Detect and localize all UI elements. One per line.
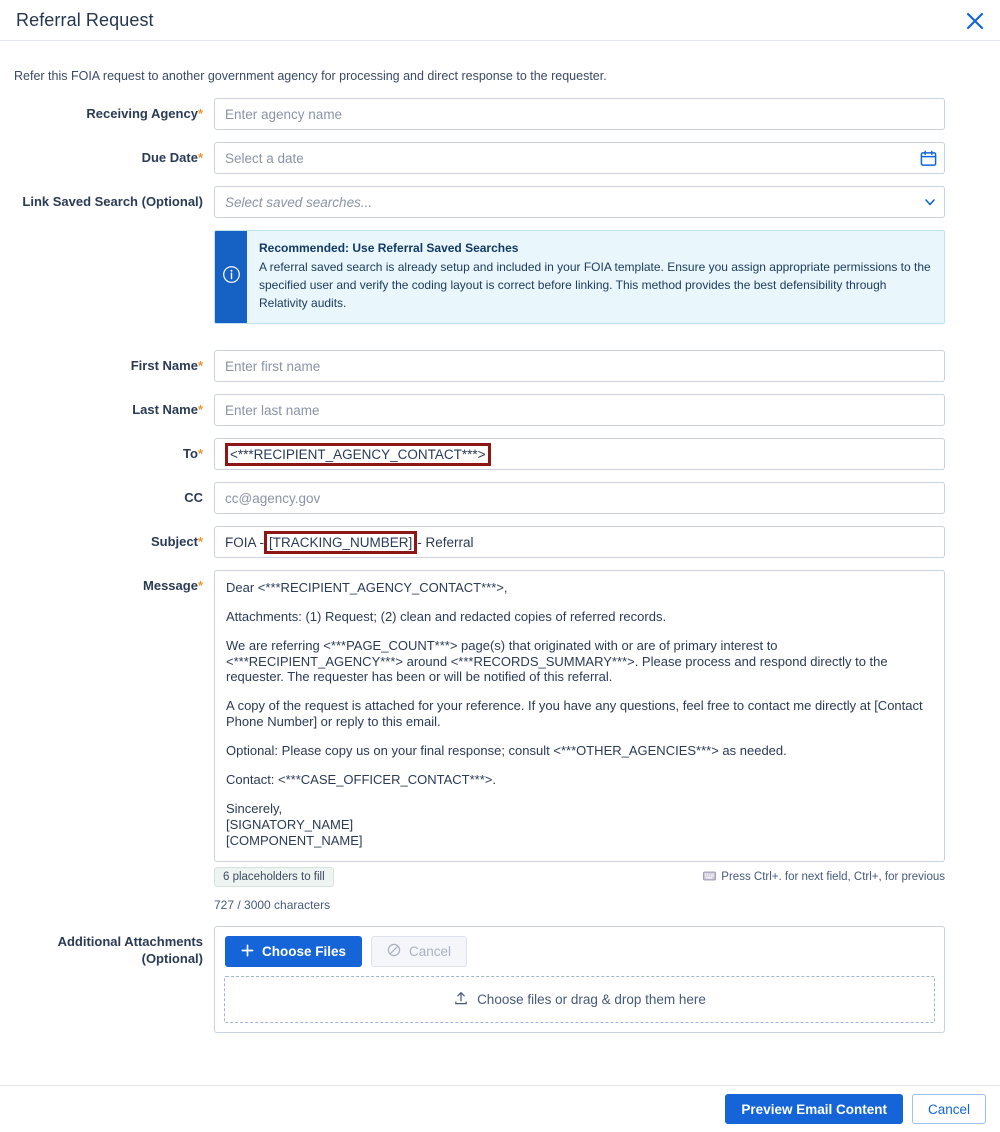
required-marker: *	[197, 150, 203, 165]
chevron-down-icon[interactable]	[923, 186, 937, 218]
field-row-due-date	[14, 142, 945, 174]
dialog-footer	[0, 1085, 1000, 1132]
to-label: To*	[183, 446, 203, 461]
message-meta-row	[214, 867, 945, 887]
subject-input[interactable]	[214, 526, 945, 558]
dropzone-label: Choose files or drag & drop them here	[477, 992, 706, 1007]
message-paragraph: Dear <***RECIPIENT_AGENCY_CONTACT***>,	[226, 580, 508, 595]
message-label: Message*	[143, 578, 203, 593]
first-name-label: First Name*	[130, 358, 203, 373]
message-signature	[226, 801, 933, 850]
ban-icon	[387, 943, 401, 960]
required-marker: *	[197, 358, 203, 373]
message-textarea[interactable]	[214, 570, 945, 862]
choose-files-label: Choose Files	[262, 944, 347, 959]
close-button[interactable]	[960, 6, 990, 36]
preview-email-content-button[interactable]: Preview Email Content	[725, 1094, 903, 1124]
dialog-header	[0, 0, 1000, 41]
intro-text: Refer this FOIA request to another government agency for processing and direct response to the requester.	[14, 69, 607, 83]
saved-search-label: Link Saved Search (Optional)	[22, 194, 203, 209]
keyboard-hint-text: Press Ctrl+. for next field, Ctrl+, for previous	[721, 871, 945, 883]
required-marker: *	[197, 446, 203, 461]
attachments-label-line1: Additional Attachments	[57, 934, 203, 949]
dialog-body	[0, 41, 1000, 1085]
cc-label: CC	[184, 490, 203, 505]
message-paragraph: We are referring <***PAGE_COUNT***> page(s) that originated with or are of primary interest to <***RECIPIENT_AGENCY***> around <***RECORDS_SUMMARY***>. Please process and respond directly to the requester. The requester has been or will be notified of this referral.	[226, 637, 888, 685]
field-row-last-name	[14, 394, 945, 426]
subject-label: Subject*	[150, 534, 203, 549]
field-row-message	[14, 570, 945, 912]
signature-line: [COMPONENT_NAME]	[226, 833, 363, 849]
message-paragraph: A copy of the request is attached for your reference. If you have any questions, feel free to contact me directly at [Contact Phone Number] or reply to this email.	[226, 698, 923, 730]
attachments-label-line2: (Optional)	[141, 951, 203, 966]
required-marker: *	[197, 106, 203, 121]
calendar-icon[interactable]	[920, 142, 937, 174]
attachments-box	[214, 926, 945, 1033]
referral-form	[0, 84, 1000, 1033]
required-marker: *	[197, 402, 203, 417]
required-marker: *	[197, 534, 203, 549]
field-row-saved-search	[14, 186, 945, 218]
field-row-to	[14, 438, 945, 470]
keyboard-icon	[703, 871, 716, 884]
character-count: 727 / 3000 characters	[214, 898, 331, 912]
receiving-agency-label: Receiving Agency*	[86, 106, 203, 121]
due-date-label: Due Date*	[141, 150, 203, 165]
field-row-receiving-agency	[14, 98, 945, 130]
choose-files-button[interactable]	[225, 936, 362, 967]
placeholder-token-tracking-number[interactable]: [TRACKING_NUMBER]	[264, 531, 417, 554]
placeholder-token-recipient-agency-contact[interactable]: <***RECIPIENT_AGENCY_CONTACT***>	[225, 443, 491, 466]
cancel-button[interactable]: Cancel	[912, 1094, 986, 1124]
first-name-input[interactable]: Enter first name	[214, 350, 945, 382]
field-row-first-name	[14, 350, 945, 382]
message-paragraph: Optional: Please copy us on your final response; consult <***OTHER_AGENCIES***> as needed.	[226, 743, 787, 759]
placeholder-count-badge: 6 placeholders to fill	[214, 867, 334, 887]
callout-row	[14, 230, 945, 338]
cc-input[interactable]: cc@agency.gov	[214, 482, 945, 514]
due-date-input[interactable]: Select a date	[214, 142, 945, 174]
callout-title: Recommended: Use Referral Saved Searches	[259, 241, 519, 255]
keyboard-hint	[703, 871, 945, 884]
info-icon	[222, 265, 241, 289]
subject-suffix: - Referral	[417, 534, 474, 550]
to-input[interactable]	[214, 438, 945, 470]
callout-text: A referral saved search is already setup and included in your FOIA template. Ensure you assign appropriate permissions to the specified user and verify the coding layout is correct before linking. This method provides the best defensibility through Relativity audits.	[259, 260, 931, 310]
signature-line: [SIGNATORY_NAME]	[226, 816, 354, 832]
required-marker: *	[197, 578, 203, 593]
field-row-subject	[14, 526, 945, 558]
message-paragraph: Contact: <***CASE_OFFICER_CONTACT***>.	[226, 771, 496, 787]
plus-icon	[241, 944, 254, 960]
last-name-label: Last Name*	[132, 402, 203, 417]
cancel-upload-button[interactable]	[371, 936, 467, 967]
close-icon	[965, 11, 985, 31]
page-title: Referral Request	[16, 9, 154, 30]
field-row-attachments	[14, 926, 945, 1033]
field-row-cc	[14, 482, 945, 514]
subject-prefix: FOIA -	[225, 534, 265, 550]
cancel-upload-label: Cancel	[409, 944, 452, 959]
attachments-label	[14, 926, 214, 967]
last-name-input[interactable]: Enter last name	[214, 394, 945, 426]
message-paragraph: Attachments: (1) Request; (2) clean and redacted copies of referred records.	[226, 608, 667, 624]
upload-icon	[453, 990, 469, 1009]
saved-search-select[interactable]: Select saved searches...	[214, 186, 945, 218]
signature-line: Sincerely,	[226, 800, 283, 816]
file-dropzone[interactable]	[224, 976, 935, 1023]
recommendation-callout	[214, 230, 945, 324]
receiving-agency-input[interactable]: Enter agency name	[214, 98, 945, 130]
